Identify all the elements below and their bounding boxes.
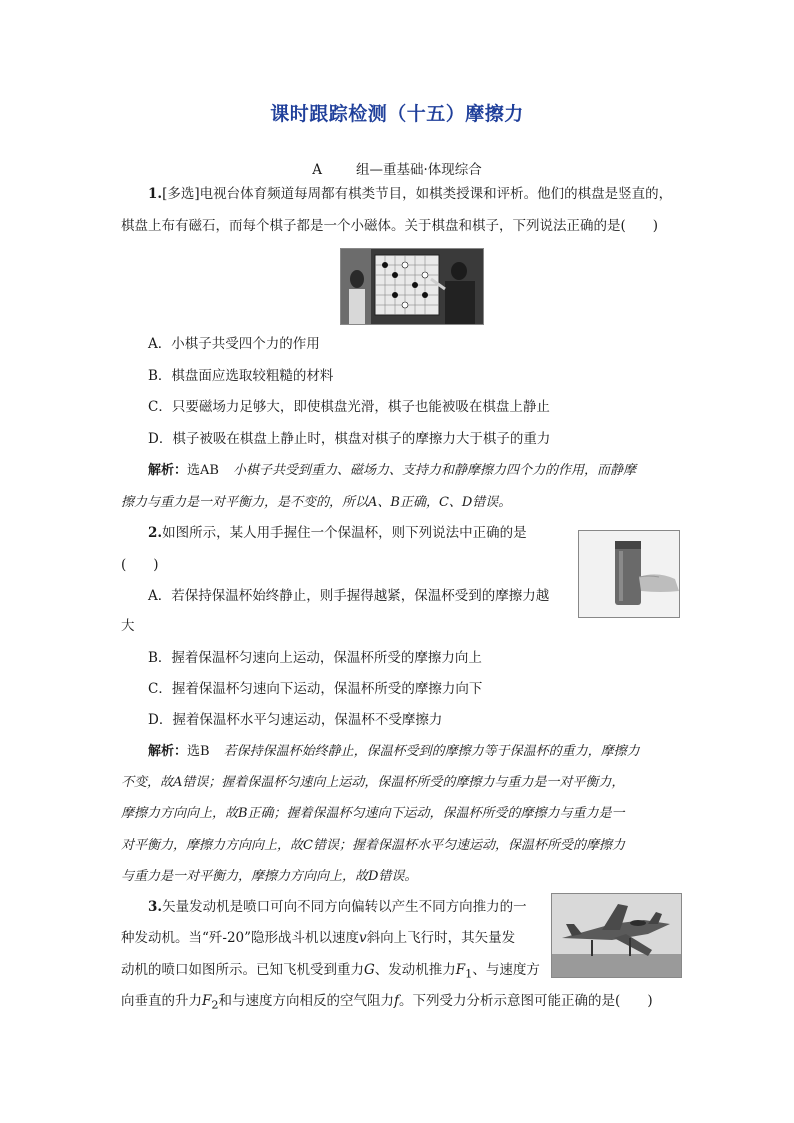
q1-line-2: 棋盘上布有磁石，而每个棋子都是一个小磁体。关于棋盘和棋子，下列说法正确的是( )	[121, 218, 659, 234]
q3-stem-1: 矢量发动机是喷口可向不同方向偏转以产生不同方向推力的一	[162, 899, 527, 915]
q3-var-f2: F	[202, 993, 212, 1009]
q1-option-a: A．小棋子共受四个力的作用	[148, 336, 320, 352]
q1-option-b: B．棋盘面应选取较粗糙的材料	[148, 368, 334, 384]
q3-line-1	[148, 897, 527, 917]
q3-stem-2b: 斜向上飞行时，其矢量发	[366, 930, 516, 946]
q1-line-1	[148, 184, 672, 204]
q1-chess-photo	[340, 248, 484, 325]
q3-stem-4a: 向垂直的升力	[121, 993, 202, 1009]
q3-jet-photo	[551, 893, 682, 978]
q3-line-3	[121, 960, 540, 985]
q3-stem-4b: 和与速度方向相反的空气阻力	[218, 993, 395, 1009]
q2-option-d: D．握着保温杯水平匀速运动，保温杯不受摩擦力	[148, 712, 443, 728]
q2-option-a-1: A．若保持保温杯始终静止，则手握得越紧，保温杯受到的摩擦力越	[148, 588, 550, 604]
q2-option-b: B．握着保温杯匀速向上运动，保温杯所受的摩擦力向上	[148, 650, 482, 666]
q3-var-g: G	[364, 962, 375, 978]
q1-stem-1: [多选]电视台体育频道每周都有棋类节目，如棋类授课和评析。他们的棋盘是竖直的，	[162, 186, 673, 202]
page-title: 课时跟踪检测（十五）摩擦力	[270, 103, 524, 125]
q3-var-f: f	[394, 993, 400, 1009]
q2-answer: 选B	[187, 744, 210, 759]
q1-option-c: C．只要磁场力足够大，即使棋盘光滑，棋子也能被吸在棋盘上静止	[148, 399, 550, 415]
q3-line-4	[121, 991, 653, 1016]
q2-analysis-label: 解析：	[148, 744, 188, 759]
q3-stem-4c: 。下列受力分析示意图可能正确的是( )	[399, 993, 653, 1009]
q2-option-c: C．握着保温杯匀速向下运动，保温杯所受的摩擦力向下	[148, 681, 483, 697]
q1-option-d: D．棋子被吸在棋盘上静止时，棋盘对棋子的摩擦力大于棋子的重力	[148, 431, 551, 447]
q1-answer: 选AB	[187, 463, 219, 478]
q2-number: 2.	[148, 525, 163, 541]
q3-stem-2a: 种发动机。当“歼-20”隐形战斗机以速度	[121, 930, 360, 946]
q1-analysis-text-1: 小棋子共受到重力、磁场力、支持力和静摩擦力四个力的作用，而静摩	[232, 463, 636, 478]
q3-stem-3b: 、发动机推力	[374, 962, 456, 978]
q2-analysis-text-1: 若保持保温杯始终静止，保温杯受到的摩擦力等于保温杯的重力，摩擦力	[223, 744, 640, 759]
q1-analysis-2: 擦力与重力是一对平衡力，是不变的，所以A、B正确，C、D错误。	[121, 495, 512, 510]
q3-line-2	[121, 928, 515, 948]
q3-stem-3c: 、与速度方	[472, 962, 540, 978]
q1-number: 1.	[148, 186, 163, 202]
q2-thermos-photo	[578, 530, 680, 618]
q3-var-v: v	[359, 930, 367, 946]
q2-analysis-1	[148, 742, 640, 762]
q3-var-f1-sub: 1	[465, 967, 473, 981]
group-heading	[0, 158, 794, 178]
q3-var-f1: F	[455, 962, 466, 978]
group-letter: A	[312, 162, 322, 178]
q2-analysis-2: 不变，故A错误；握着保温杯匀速向上运动，保温杯所受的摩擦力与重力是一对平衡力，	[121, 775, 625, 790]
group-label: 组—重基础·体现综合	[355, 162, 482, 178]
q3-number: 3.	[148, 899, 163, 915]
q2-line-2: ( )	[121, 557, 159, 573]
q2-stem-1: 如图所示，某人用手握住一个保温杯，则下列说法中正确的是	[162, 525, 527, 541]
q1-analysis-1	[148, 461, 636, 481]
q2-line-1	[148, 523, 527, 543]
q2-analysis-5: 与重力是一对平衡力，摩擦力方向向上，故D错误。	[121, 869, 418, 884]
q2-analysis-4: 对平衡力，摩擦力方向向上，故C错误；握着保温杯水平匀速运动，保温杯所受的摩擦力	[121, 838, 625, 853]
q2-analysis-3: 摩擦力方向向上，故B正确；握着保温杯匀速向下运动，保温杯所受的摩擦力与重力是一	[121, 806, 625, 821]
q2-option-a-2: 大	[121, 618, 135, 634]
q3-var-f2-sub: 2	[211, 998, 219, 1012]
q3-stem-3a: 动机的喷口如图所示。已知飞机受到重力	[121, 962, 364, 978]
q1-analysis-label: 解析：	[148, 463, 188, 478]
